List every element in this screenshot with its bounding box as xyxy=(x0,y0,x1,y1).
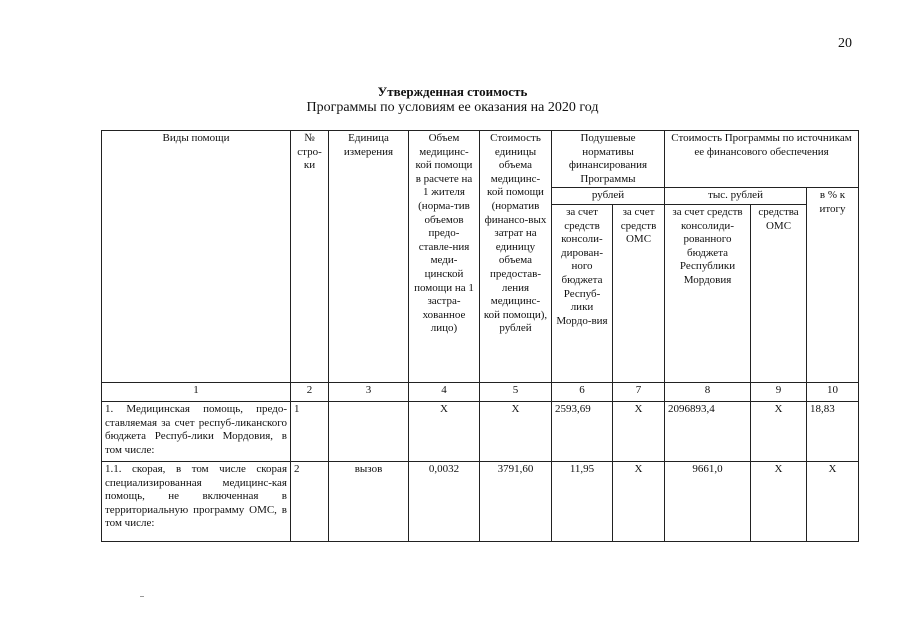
column-number: 3 xyxy=(329,382,409,401)
column-number: 8 xyxy=(665,382,751,401)
header-stoimost-edinicy: Стоимость единицы объема медицинс-кой помощи (норматив финансо-вых затрат на единицу объема предостав-ления медицинс-кой помощи), рублей xyxy=(480,131,552,383)
document-subtitle: Программы по условиям ее оказания на 2020 год xyxy=(306,100,599,115)
row-line-number: 1 xyxy=(291,401,329,461)
document-title: Утвержденная стоимость xyxy=(377,84,528,99)
cost-table xyxy=(101,130,859,542)
column-number: 5 xyxy=(480,382,552,401)
column-number: 7 xyxy=(613,382,665,401)
header-obem: Объем медицинс-кой помощи в расчете на 1 жителя (норма-тив объемов предо-ставле-ния меди-цинской помощи на 1 застра-хованное лицо) xyxy=(409,131,480,383)
row-total-oms: Х xyxy=(751,401,807,461)
column-number: 9 xyxy=(751,382,807,401)
header-rubley: рублей xyxy=(552,188,665,205)
row-name: 1. Медицинская помощь, предо-ставляемая за счет респуб-ликанского бюджета Респуб-лики Мордовия, в том числе: xyxy=(102,401,291,461)
header-stoim-oms: средства ОМС xyxy=(751,204,807,382)
row-per-capita-oms: Х xyxy=(613,401,665,461)
row-total-budget: 9661,0 xyxy=(665,461,751,541)
row-name: 1.1. скорая, в том числе скорая специализированная медицинс-кая помощь, не включенная в территориальную программу ОМС, в том числе: xyxy=(102,461,291,541)
row-percent: Х xyxy=(807,461,859,541)
column-number: 2 xyxy=(291,382,329,401)
row-per-capita-budget: 2593,69 xyxy=(552,401,613,461)
row-cost-unit: Х xyxy=(480,401,552,461)
row-total-oms: Х xyxy=(751,461,807,541)
column-number: 4 xyxy=(409,382,480,401)
row-cost-unit: 3791,60 xyxy=(480,461,552,541)
header-pod-oms: за счет средств ОМС xyxy=(613,204,665,382)
table-row xyxy=(102,401,859,461)
row-total-budget: 2096893,4 xyxy=(665,401,751,461)
header-stoimost-programmy: Стоимость Программы по источникам ее финансового обеспечения xyxy=(665,131,859,188)
row-line-number: 2 xyxy=(291,461,329,541)
column-number: 10 xyxy=(807,382,859,401)
page-number: 20 xyxy=(838,36,852,51)
row-per-capita-oms: Х xyxy=(613,461,665,541)
row-volume: Х xyxy=(409,401,480,461)
header-pod-byudzhet: за счет средств консоли-дирован-ного бюджета Респуб-лики Мордо-вия xyxy=(552,204,613,382)
row-volume: 0,0032 xyxy=(409,461,480,541)
column-number: 1 xyxy=(102,382,291,401)
header-vidy-pomoshchi: Виды помощи xyxy=(102,131,291,383)
header-edinica-izmereniya: Единица измерения xyxy=(329,131,409,383)
header-row-1 xyxy=(102,131,859,188)
row-percent: 18,83 xyxy=(807,401,859,461)
row-unit xyxy=(329,401,409,461)
row-unit: вызов xyxy=(329,461,409,541)
table-row xyxy=(102,461,859,541)
column-number: 6 xyxy=(552,382,613,401)
header-tys-rubley: тыс. рублей xyxy=(665,188,807,205)
header-stoim-byudzhet: за счет средств консолиди-рованного бюджета Республики Мордовия xyxy=(665,204,751,382)
header-nomer-stroki: № стро-ки xyxy=(291,131,329,383)
header-podushevye-normativy: Подушевые нормативы финансирования Программы xyxy=(552,131,665,188)
row-per-capita-budget: 11,95 xyxy=(552,461,613,541)
scan-artifact xyxy=(140,596,144,597)
column-numbers-row xyxy=(102,382,859,401)
header-v-procentah: в % к итогу xyxy=(807,188,859,383)
